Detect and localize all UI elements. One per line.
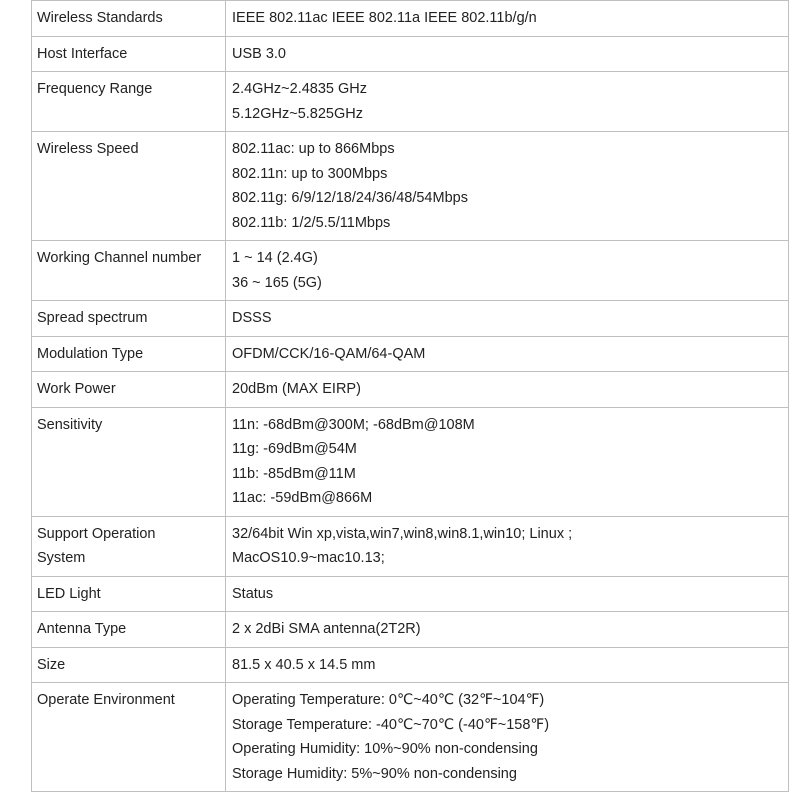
spec-label-cell xyxy=(32,132,226,241)
spec-label-line: Wireless Speed xyxy=(37,141,139,157)
table-row xyxy=(32,516,789,576)
spec-value-line: 81.5 x 40.5 x 14.5 mm xyxy=(232,656,376,673)
spec-value-line: OFDM/CCK/16-QAM/64-QAM xyxy=(232,345,426,362)
spec-label-line: Frequency Range xyxy=(37,81,153,97)
spec-value-line: 11ac: -59dBm@866M xyxy=(232,490,373,506)
spec-value-cell xyxy=(226,241,789,301)
spec-label-cell xyxy=(32,407,226,516)
spec-value-line: Status xyxy=(232,585,274,602)
spec-label-cell xyxy=(32,612,226,648)
spec-value-line: 11b: -85dBm@11M xyxy=(232,465,356,482)
spec-value-cell xyxy=(226,683,789,792)
spec-label-cell xyxy=(32,372,226,408)
spec-value-cell xyxy=(226,336,789,372)
spec-value-line: 32/64bit Win xp,vista,win7,win8,win8.1,win10; Linux ; xyxy=(232,525,573,542)
spec-label-line: Size xyxy=(37,656,66,673)
spec-label-line: Wireless Standards xyxy=(37,10,163,26)
spec-label xyxy=(37,517,223,576)
spec-label-line: Work Power xyxy=(37,381,116,397)
spec-label xyxy=(37,72,223,107)
spec-label-cell xyxy=(32,36,226,72)
spec-label-line: System xyxy=(37,550,86,566)
spec-value-cell xyxy=(226,407,789,516)
spec-value-line: 2.4GHz~2.4835 GHz xyxy=(232,81,368,97)
spec-label-line: Operate Environment xyxy=(37,692,175,708)
spec-value-cell xyxy=(226,72,789,132)
spec-value-line: 36 ~ 165 (5G) xyxy=(232,274,322,291)
table-row xyxy=(32,372,789,408)
spec-label-line: LED Light xyxy=(37,585,101,602)
spec-label-cell xyxy=(32,336,226,372)
spec-table xyxy=(31,0,789,792)
spec-value-line: Operating Temperature: 0℃~40℃ (32℉~104℉) xyxy=(232,692,545,708)
spec-value xyxy=(232,372,784,407)
spec-label xyxy=(37,301,223,336)
spec-value xyxy=(232,301,784,336)
spec-label-cell xyxy=(32,241,226,301)
spec-value xyxy=(232,517,784,576)
spec-value xyxy=(232,1,784,36)
table-row xyxy=(32,683,789,792)
spec-value xyxy=(232,683,784,791)
spec-label-line: Working Channel number xyxy=(37,250,202,266)
spec-label xyxy=(37,372,223,407)
spec-label-line: Sensitivity xyxy=(37,416,103,433)
spec-value-line: Operating Humidity: 10%~90% non-condensing xyxy=(232,741,538,757)
table-row xyxy=(32,36,789,72)
table-row xyxy=(32,576,789,612)
spec-table-body xyxy=(32,1,789,792)
spec-value-line: 1 ~ 14 (2.4G) xyxy=(232,250,318,266)
spec-value-line: 11n: -68dBm@300M; -68dBm@108M xyxy=(232,416,475,433)
spec-label-cell xyxy=(32,301,226,337)
spec-value xyxy=(232,577,784,612)
spec-value xyxy=(232,132,784,240)
spec-value-line: 802.11b: 1/2/5.5/11Mbps xyxy=(232,214,391,231)
spec-value-line: 802.11ac: up to 866Mbps xyxy=(232,141,395,157)
spec-value-line: MacOS10.9~mac10.13; xyxy=(232,550,385,566)
table-row xyxy=(32,301,789,337)
table-row xyxy=(32,336,789,372)
spec-label-cell xyxy=(32,72,226,132)
spec-label-cell xyxy=(32,683,226,792)
spec-value-line: 802.11g: 6/9/12/18/24/36/48/54Mbps xyxy=(232,190,468,206)
spec-label xyxy=(37,132,223,167)
spec-value-cell xyxy=(226,576,789,612)
spec-label-line: Host Interface xyxy=(37,45,128,62)
spec-value-cell xyxy=(226,612,789,648)
table-row xyxy=(32,241,789,301)
table-row xyxy=(32,132,789,241)
spec-value xyxy=(232,241,784,300)
spec-value xyxy=(232,72,784,131)
spec-value-line: 11g: -69dBm@54M xyxy=(232,441,357,457)
spec-value-line: 20dBm (MAX EIRP) xyxy=(232,381,361,397)
spec-value xyxy=(232,37,784,72)
spec-value xyxy=(232,612,784,647)
spec-label-line: Antenna Type xyxy=(37,621,127,637)
table-row xyxy=(32,1,789,37)
spec-value-cell xyxy=(226,132,789,241)
spec-label-line: Support Operation xyxy=(37,525,156,542)
spec-value-line: Storage Humidity: 5%~90% non-condensing xyxy=(232,765,517,782)
table-row xyxy=(32,407,789,516)
spec-value-cell xyxy=(226,372,789,408)
spec-label-line: Modulation Type xyxy=(37,345,144,362)
spec-value-line: IEEE 802.11ac IEEE 802.11a IEEE 802.11b/g/n xyxy=(232,10,537,26)
spec-label-cell xyxy=(32,576,226,612)
spec-label xyxy=(37,37,223,72)
spec-value-cell xyxy=(226,647,789,683)
spec-label xyxy=(37,612,223,647)
spec-value xyxy=(232,337,784,372)
spec-value-line: 5.12GHz~5.825GHz xyxy=(232,105,363,122)
table-row xyxy=(32,647,789,683)
spec-label xyxy=(37,648,223,683)
spec-value xyxy=(232,648,784,683)
spec-value-cell xyxy=(226,1,789,37)
spec-label-cell xyxy=(32,1,226,37)
spec-value-line: 2 x 2dBi SMA antenna(2T2R) xyxy=(232,621,421,637)
spec-value-line: USB 3.0 xyxy=(232,45,286,62)
spec-value-cell xyxy=(226,516,789,576)
table-row xyxy=(32,72,789,132)
spec-value-line: DSSS xyxy=(232,310,272,326)
spec-label xyxy=(37,408,223,443)
spec-label-cell xyxy=(32,516,226,576)
spec-label-line: Spread spectrum xyxy=(37,310,148,326)
spec-value-cell xyxy=(226,36,789,72)
spec-value xyxy=(232,408,784,516)
spec-value-cell xyxy=(226,301,789,337)
spec-label-cell xyxy=(32,647,226,683)
spec-value-line: Storage Temperature: -40℃~70℃ (-40℉~158℉) xyxy=(232,716,550,733)
spec-value-line: 802.11n: up to 300Mbps xyxy=(232,165,388,182)
spec-label xyxy=(37,577,223,612)
spec-label xyxy=(37,683,223,718)
spec-label xyxy=(37,1,223,36)
spec-label xyxy=(37,337,223,372)
spec-label xyxy=(37,241,223,276)
table-row xyxy=(32,612,789,648)
